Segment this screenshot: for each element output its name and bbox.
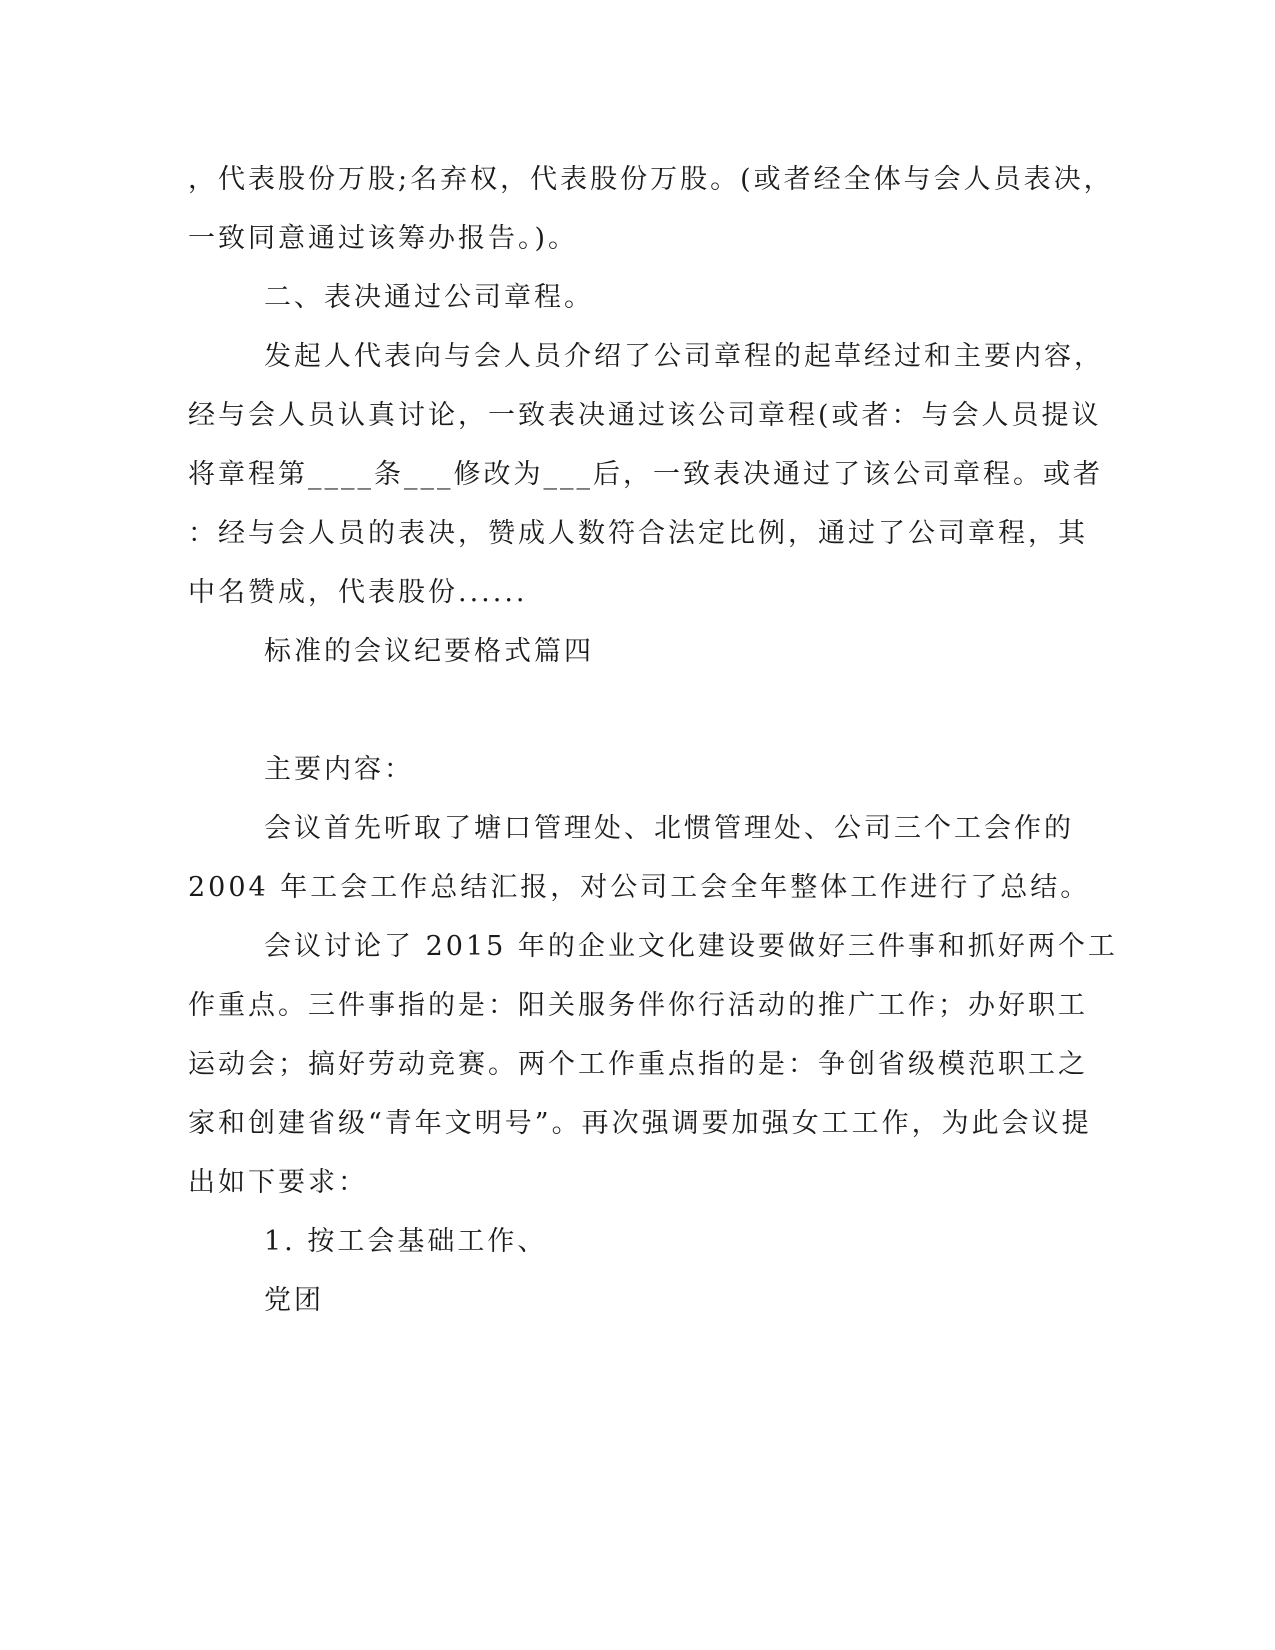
text-line-6: 将章程第____条___修改为___后，一致表决通过了该公司章程。或者 xyxy=(188,459,1103,490)
text-line-8: 中名赞成，代表股份...... xyxy=(188,577,528,608)
text-line-19: 党团 xyxy=(264,1285,324,1316)
article-title: 标准的会议纪要格式篇四 xyxy=(264,636,594,667)
text-line-5: 经与会人员认真讨论，一致表决通过该公司章程(或者：与会人员提议 xyxy=(188,400,1102,431)
text-line-12: 2004 年工会工作总结汇报，对公司工会全年整体工作进行了总结。 xyxy=(188,872,1091,903)
text-line-1: ，代表股份万股;名弃权，代表股份万股。(或者经全体与会人员表决， xyxy=(188,164,1114,195)
text-line-16: 家和创建省级“青年文明号”。再次强调要加强女工工作，为此会议提 xyxy=(188,1108,1092,1139)
text-line-17: 出如下要求： xyxy=(188,1167,368,1198)
text-line-4: 发起人代表向与会人员介绍了公司章程的起草经过和主要内容， xyxy=(264,341,1104,372)
text-line-13: 会议讨论了 2015 年的企业文化建设要做好三件事和抓好两个工 xyxy=(264,931,1118,962)
text-line-11: 会议首先听取了塘口管理处、北惯管理处、公司三个工会作的 xyxy=(264,813,1074,844)
text-line-2: 一致同意通过该筹办报告。)。 xyxy=(188,223,579,254)
main-content-label: 主要内容： xyxy=(264,754,414,785)
text-line-14: 作重点。三件事指的是：阳关服务伴你行活动的推广工作；办好职工 xyxy=(188,990,1088,1021)
list-item-1: 1. 按工会基础工作、 xyxy=(264,1226,548,1257)
text-line-15: 运动会；搞好劳动竞赛。两个工作重点指的是：争创省级模范职工之 xyxy=(188,1049,1088,1080)
section-heading-2: 二、表决通过公司章程。 xyxy=(264,282,594,313)
text-line-7: ：经与会人员的表决，赞成人数符合法定比例，通过了公司章程，其 xyxy=(188,518,1088,549)
